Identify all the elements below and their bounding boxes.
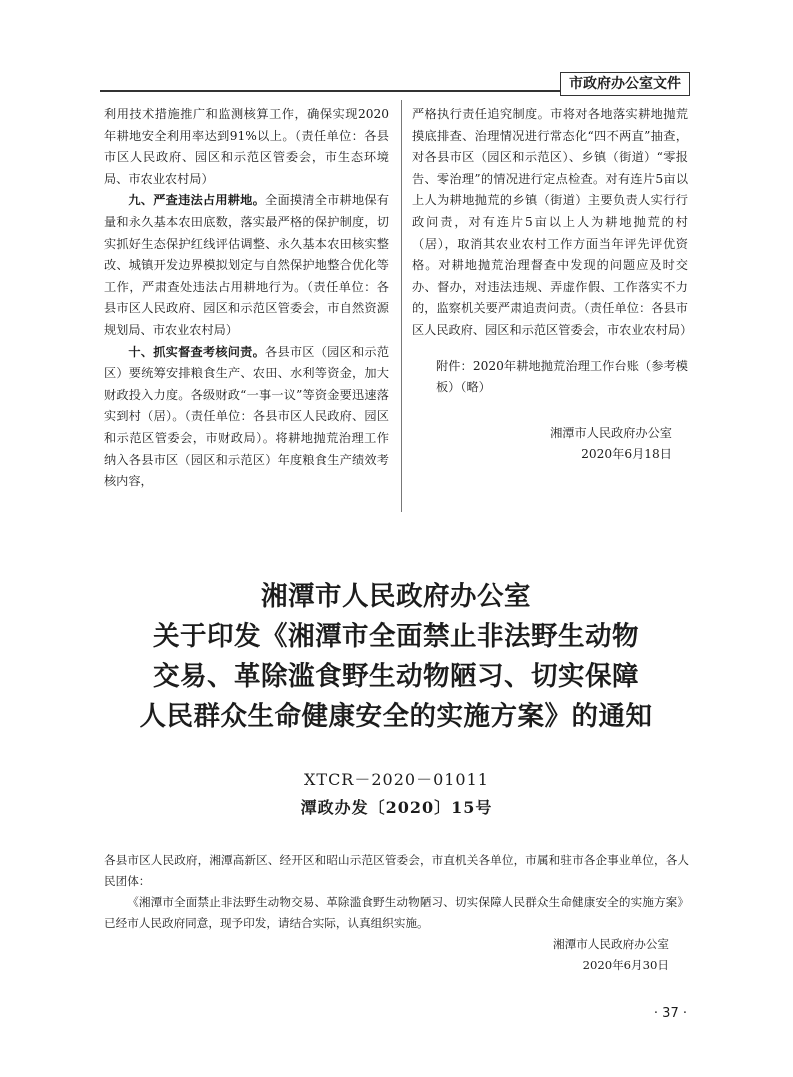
left-column <box>104 104 389 493</box>
title-line-2: 关于印发《湘潭市全面禁止非法野生动物 <box>153 621 639 652</box>
notice-title <box>90 577 702 737</box>
left-paragraph-2 <box>104 190 389 341</box>
notice-signature-org: 湘潭市人民政府办公室 <box>553 937 669 951</box>
document-number: 潭政办发〔2020〕15号 <box>300 798 493 817</box>
left-paragraph-3 <box>104 342 389 493</box>
section-10-text: 各县市区（园区和示范区）要统筹安排粮食生产、农田、水利等资金，加大财政投入力度。各级财政“一事一议”等资金要迅速落实到村（居）。（责任单位：各县市区人民政府、园区和示范区管委会，市财政局）。将耕地抛荒治理工作纳入各县市区（园区和示范区）年度粮食生产绩效考核内容， <box>104 344 390 489</box>
right-column <box>412 104 693 466</box>
signature-org: 湘潭市人民政府办公室 <box>550 425 672 440</box>
section-9-heading: 九、严查违法占用耕地。 <box>128 193 266 208</box>
section-9-text: 全面摸清全市耕地保有量和永久基本农田底数，落实最严格的保护制度，切实抓好生态保护红线评估调整、永久基本农田核实整改、城镇开发边界模拟划定与自然保护地整合优化等工作，严肃查处违法占用耕地行为。（责任单位：各县市区人民政府、园区和示范区管委会，市自然资源规划局、市农业农村局） <box>104 193 390 337</box>
left-paragraph-1: 利用技术措施推广和监测核算工作，确保实现2020年耕地安全利用率达到91%以上。（责任单位：各县市区人民政府、园区和示范区管委会，市生态环境局、市农业农村局） <box>104 107 389 186</box>
recipients: 各县市区人民政府，湘潭高新区、经开区和昭山示范区管委会，市直机关各单位，市属和驻市各企事业单位，各人民团体： <box>104 853 689 888</box>
title-line-1: 湘潭市人民政府办公室 <box>261 581 531 612</box>
notice-signature-date: 2020年6月30日 <box>582 958 669 972</box>
page-number: · 37 · <box>653 1006 687 1021</box>
column-divider <box>401 100 402 512</box>
attachment-note: 附件：2020年耕地抛荒治理工作台账（参考模板）（略） <box>436 358 688 395</box>
notice-text: 《湘潭市全面禁止非法野生动物交易、革除滥食野生动物陋习、切实保障人民群众生命健康安全的实施方案》已经市人民政府同意，现予印发，请结合实际，认真组织实施。 <box>104 895 689 930</box>
signature-date: 2020年6月18日 <box>581 447 672 462</box>
title-line-4: 人民群众生命健康安全的实施方案》的通知 <box>139 701 653 732</box>
document-code: XTCR－2020－01011 <box>304 770 489 789</box>
section-10-heading: 十、抓实督查考核问责。 <box>128 344 266 359</box>
section-tag: 市政府办公室文件 <box>560 72 690 96</box>
notice-body <box>104 850 689 976</box>
title-line-3: 交易、革除滥食野生动物陋习、切实保障 <box>153 661 639 692</box>
right-paragraph-1: 严格执行责任追究制度。市将对各地落实耕地抛荒摸底排查、治理情况进行常态化“四不两直”抽查，对各县市区（园区和示范区）、乡镇（街道）“零报告、零治理”的情况进行定点检查。对有连片5亩以上人为耕地抛荒的乡镇（街道）主要负责人实行行政问责，对有连片5亩以上人为耕地抛荒的村（居），取消其农业农村工作方面当年评先评优资格。对耕地抛荒治理督查中发现的问题应及时交办、督办，对违法违规、弄虚作假、工作落实不力的，监察机关要严肃追责问责。（责任单位：各县市区人民政府、园区和示范区管委会，市农业农村局） <box>412 107 693 337</box>
